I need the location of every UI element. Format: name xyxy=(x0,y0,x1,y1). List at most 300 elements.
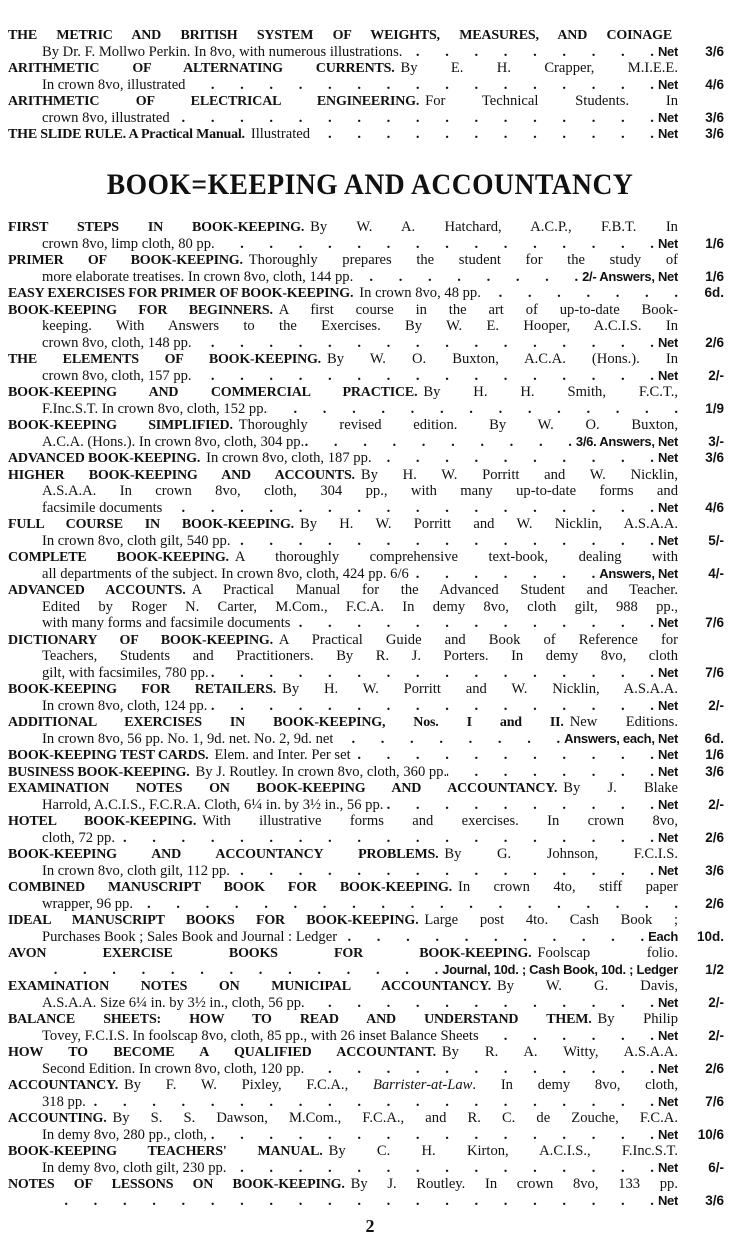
entry-net-label: Net xyxy=(657,615,678,630)
entry-text xyxy=(8,813,678,830)
entry-description: F.Inc.S.T. In crown 8vo, cloth, 152 pp. xyxy=(42,400,268,417)
catalogue-entry xyxy=(8,285,732,302)
catalogue-entry xyxy=(8,467,732,517)
leader-dots xyxy=(215,236,654,253)
entry-italic: Barrister-at-Law xyxy=(372,1077,473,1093)
entry-line xyxy=(8,27,732,44)
entry-line xyxy=(8,665,732,682)
entry-text xyxy=(8,417,678,434)
entry-text xyxy=(8,632,678,649)
entry-title: ADDITIONAL EXERCISES IN BOOK-KEEPING, Nos. I and II. xyxy=(8,715,564,730)
entry-text xyxy=(8,747,678,764)
entry-text xyxy=(8,44,678,61)
entry-text xyxy=(8,1061,678,1078)
catalogue-entry xyxy=(8,450,732,467)
entry-price: 5/- xyxy=(708,532,724,548)
entry-price xyxy=(678,483,724,500)
entry-line xyxy=(8,747,732,764)
entry-price: 7/6 xyxy=(705,615,724,630)
entry-text xyxy=(8,1193,678,1210)
leader-dots xyxy=(479,1028,654,1045)
leader-dots xyxy=(267,401,678,418)
entry-description: EXAMINATION NOTES ON BOOK-KEEPING AND ACCOUNTANCY. By J. Blake xyxy=(8,780,678,796)
entry-price: 3/6 xyxy=(705,862,724,878)
entry-text xyxy=(8,995,678,1012)
entry-net-label: Net xyxy=(657,1027,678,1043)
leader-dots xyxy=(192,335,654,352)
entry-description: A.C.A. (Hons.). In crown 8vo, cloth, 304 pp. xyxy=(42,433,305,450)
entry-line xyxy=(8,698,732,715)
entry-title: BOOK-KEEPING AND COMMERCIAL PRACTICE. xyxy=(8,385,418,400)
entry-title: ADVANCED BOOK-KEEPING. xyxy=(8,451,201,466)
catalogue-entry xyxy=(8,582,732,632)
entry-description: Teachers, Students and Practitioners. By R. J. Porters. In demy 8vo, cloth xyxy=(42,648,678,664)
entry-text xyxy=(8,269,678,286)
catalogue-entry xyxy=(8,93,732,126)
catalogue-entry xyxy=(8,813,732,846)
entry-text xyxy=(8,450,678,467)
entry-price: 2/6 xyxy=(705,334,724,350)
entry-price xyxy=(678,1011,724,1028)
top-catalogue-list xyxy=(8,27,732,143)
entry-price xyxy=(678,252,724,269)
entry-price: 10d. xyxy=(696,928,724,944)
entry-price: 4/- xyxy=(708,565,724,581)
entry-line xyxy=(8,978,732,995)
leader-dots xyxy=(372,450,654,467)
entry-net-label: Net xyxy=(657,334,678,350)
catalogue-entry xyxy=(8,632,732,682)
entry-title: THE METRIC AND BRITISH SYSTEM OF WEIGHTS, MEASURES, AND COINAGE xyxy=(8,28,672,43)
entry-description: Tovey, F.C.I.S. In foolscap 8vo, cloth, 85 pp., with 26 inset Balance Sheets xyxy=(42,1027,479,1044)
entry-price: 3/6 xyxy=(705,763,724,779)
entry-title: HOTEL BOOK-KEEPING. xyxy=(8,814,197,829)
entry-title: BOOK-KEEPING TEST CARDS. xyxy=(8,748,209,763)
entry-description: HIGHER BOOK-KEEPING AND ACCOUNTS. By H. W. Porritt and W. Nicklin, xyxy=(8,466,678,483)
entry-text xyxy=(8,533,678,550)
entry-line xyxy=(8,434,732,451)
entry-description: wrapper, 96 pp. xyxy=(42,895,134,912)
catalogue-entry xyxy=(8,1176,732,1209)
entry-title: COMPLETE BOOK-KEEPING. xyxy=(8,550,229,565)
entry-text xyxy=(8,219,678,236)
entry-price xyxy=(678,632,724,649)
entry-line xyxy=(8,1127,732,1144)
entry-price: 1/6 xyxy=(705,235,724,251)
entry-net-label: Net xyxy=(657,76,678,92)
entry-net-label: Net xyxy=(657,43,678,59)
entry-net-label: Net xyxy=(657,862,678,878)
entry-net-label: Net xyxy=(657,235,678,251)
entry-text xyxy=(8,126,678,143)
entry-line xyxy=(8,896,732,913)
entry-net-label: Net xyxy=(657,499,678,515)
entry-text xyxy=(8,1176,678,1193)
catalogue-entry xyxy=(8,549,732,582)
entry-text xyxy=(8,648,678,665)
leader-dots xyxy=(333,731,560,748)
entry-net-label: 3/6. Answers, Net xyxy=(575,433,678,449)
entry-price: 2/- xyxy=(708,1027,724,1043)
entry-title: BUSINESS BOOK-KEEPING. xyxy=(8,764,190,780)
entry-line xyxy=(8,467,732,484)
entry-title: DICTIONARY OF BOOK-KEEPING. xyxy=(8,632,273,648)
entry-line xyxy=(8,335,732,352)
entry-text xyxy=(8,681,678,698)
entry-net-label: Net xyxy=(657,1126,678,1142)
leader-dots xyxy=(226,1160,654,1177)
catalogue-entry xyxy=(8,945,732,978)
entry-text xyxy=(8,912,678,929)
leader-dots xyxy=(230,863,654,880)
entry-title: BOOK-KEEPING TEACHERS' MANUAL. xyxy=(8,1144,323,1159)
entry-price: 3/6 xyxy=(705,43,724,59)
entry-line xyxy=(8,77,732,94)
leader-dots xyxy=(304,1061,654,1078)
entry-line xyxy=(8,483,732,500)
entry-line xyxy=(8,1061,732,1078)
entry-description: BOOK-KEEPING AND ACCOUNTANCY PROBLEMS. By G. Johnson, F.C.I.S. xyxy=(8,846,678,862)
entry-price: 2/- xyxy=(708,367,724,383)
entry-net-label: 2/- Answers, Net xyxy=(582,268,678,284)
catalogue-entry xyxy=(8,27,732,60)
entry-description: THE SLIDE RULE. A Practical Manual. Illustrated xyxy=(8,126,311,142)
entry-description: Purchases Book ; Sales Book and Journal : Ledger xyxy=(42,928,338,945)
entry-text xyxy=(8,351,678,368)
entry-line xyxy=(8,731,732,748)
entry-line xyxy=(8,1077,732,1094)
leader-dots xyxy=(185,77,653,94)
entry-price xyxy=(678,351,724,368)
entry-text xyxy=(8,27,678,44)
leader-dots xyxy=(207,698,654,715)
entry-net-label: Net xyxy=(657,664,678,680)
entry-price xyxy=(678,780,724,797)
leader-dots xyxy=(207,1127,654,1144)
entry-description: ADDITIONAL EXERCISES IN BOOK-KEEPING, Nos. I and II. New Editions. xyxy=(8,714,678,730)
entry-price xyxy=(678,1143,724,1160)
entry-description: crown 8vo, cloth, 148 pp. xyxy=(42,334,192,351)
entry-text xyxy=(8,830,678,847)
catalogue-entry xyxy=(8,60,732,93)
leader-dots xyxy=(409,566,595,583)
entry-price xyxy=(678,813,724,830)
entry-description: keeping. With Answers to the Exercises. By W. E. Hooper, A.C.I.S. In xyxy=(42,318,678,334)
leader-dots xyxy=(115,830,654,847)
entry-description: In crown 8vo, cloth gilt, 540 pp. xyxy=(42,532,231,549)
entry-text xyxy=(8,1044,678,1061)
entry-title: NOTES OF LESSONS ON BOOK-KEEPING. xyxy=(8,1177,345,1192)
entry-price xyxy=(678,384,724,401)
entry-description: THE ELEMENTS OF BOOK-KEEPING. By W. O. Buxton, A.C.A. (Hons.). In xyxy=(8,351,678,367)
entry-line xyxy=(8,962,732,979)
leader-dots xyxy=(481,285,678,302)
entry-line xyxy=(8,1160,732,1177)
entry-description: In crown 8vo, 56 pp. No. 1, 9d. net. No. 2, 9d. net xyxy=(42,730,334,747)
entry-price xyxy=(678,219,724,236)
entry-price xyxy=(678,648,724,665)
entry-text xyxy=(8,615,678,632)
entry-text xyxy=(8,582,678,599)
entry-text xyxy=(8,1127,678,1144)
entry-text xyxy=(8,401,678,418)
entry-text xyxy=(8,252,678,269)
leader-dots xyxy=(133,896,678,913)
entry-line xyxy=(8,60,732,77)
leader-dots xyxy=(304,434,572,451)
entry-price: 3/- xyxy=(708,433,724,449)
entry-description: By Dr. F. Mollwo Perkin. In 8vo, with numerous illustrations. xyxy=(42,43,403,60)
entry-title: EXAMINATION NOTES ON MUNICIPAL ACCOUNTANCY. xyxy=(8,979,492,994)
entry-title: THE SLIDE RULE. A Practical Manual. xyxy=(8,127,245,142)
catalogue-entry xyxy=(8,714,732,747)
entry-description xyxy=(8,27,678,44)
entry-line xyxy=(8,384,732,401)
entry-description: NOTES OF LESSONS ON BOOK-KEEPING. By J. Routley. In crown 8vo, 133 pp. xyxy=(8,1176,678,1192)
entry-net-label: Net xyxy=(657,994,678,1010)
entry-price xyxy=(678,302,724,319)
leader-dots xyxy=(337,929,644,946)
entry-price: 2/6 xyxy=(705,895,724,911)
entry-price: 3/6 xyxy=(705,126,724,141)
entry-title: PRIMER OF BOOK-KEEPING. xyxy=(8,253,243,268)
entry-description: crown 8vo, limp cloth, 80 pp. xyxy=(42,235,215,252)
entry-price: 3/6 xyxy=(705,109,724,125)
entry-price: 1/6 xyxy=(705,268,724,284)
entry-title: EASY EXERCISES FOR PRIMER OF BOOK-KEEPING. xyxy=(8,286,354,301)
entry-description: DICTIONARY OF BOOK-KEEPING. A Practical Guide and Book of Reference for xyxy=(8,631,678,648)
catalogue-entry xyxy=(8,1077,732,1110)
entry-line xyxy=(8,533,732,550)
entry-price: 3/6 xyxy=(705,1192,724,1208)
entry-text xyxy=(8,77,678,94)
entry-text xyxy=(8,863,678,880)
entry-title: ARITHMETIC OF ALTERNATING CURRENTS. xyxy=(8,61,395,76)
entry-price xyxy=(678,978,724,995)
entry-description: FULL COURSE IN BOOK-KEEPING. By H. W. Porritt and W. Nicklin, A.S.A.A. xyxy=(8,516,678,532)
entry-description: IDEAL MANUSCRIPT BOOKS FOR BOOK-KEEPING. Large post 4to. Cash Book ; xyxy=(8,912,678,928)
leader-dots xyxy=(170,110,654,127)
entry-price xyxy=(678,318,724,335)
entry-net-label: Net xyxy=(657,697,678,713)
entry-price: 2/6 xyxy=(705,1060,724,1076)
entry-net-label: Net xyxy=(657,763,678,779)
entry-description: ACCOUNTANCY. By F. W. Pixley, F.C.A., Barrister-at-Law. In demy 8vo, cloth, xyxy=(8,1077,678,1093)
entry-price: 6d. xyxy=(704,730,724,746)
entry-title: ARITHMETIC OF ELECTRICAL ENGINEERING. xyxy=(8,94,420,109)
entry-description: BOOK-KEEPING TEACHERS' MANUAL. By C. H. Kirton, A.C.I.S., F.Inc.S.T. xyxy=(8,1143,678,1159)
entry-price: 7/6 xyxy=(705,1093,724,1109)
entry-net-label: Net xyxy=(657,1093,678,1109)
entry-text xyxy=(8,797,678,814)
entry-description: BOOK-KEEPING AND COMMERCIAL PRACTICE. By H. H. Smith, F.C.T., xyxy=(8,384,678,400)
catalogue-entry xyxy=(8,302,732,352)
catalogue-entry xyxy=(8,384,732,417)
catalogue-entry xyxy=(8,879,732,912)
entry-price xyxy=(678,1176,724,1193)
entry-text xyxy=(8,93,678,110)
entry-description: gilt, with facsimiles, 780 pp. xyxy=(42,664,209,681)
entry-title: IDEAL MANUSCRIPT BOOKS FOR BOOK-KEEPING. xyxy=(8,913,419,928)
entry-line xyxy=(8,351,732,368)
entry-line xyxy=(8,929,732,946)
entry-net-label: Net xyxy=(657,1060,678,1076)
entry-line xyxy=(8,1028,732,1045)
entry-price: 4/6 xyxy=(705,76,724,92)
leader-dots xyxy=(42,962,438,979)
entry-price xyxy=(678,846,724,863)
entry-net-label: Net xyxy=(657,450,678,465)
entry-description: BOOK-KEEPING FOR BEGINNERS. A first course in the art of up-to-date Book- xyxy=(8,301,678,318)
leader-dots xyxy=(230,533,653,550)
catalogue-entry xyxy=(8,780,732,813)
entry-title: HIGHER BOOK-KEEPING AND ACCOUNTS. xyxy=(8,467,355,483)
entry-line xyxy=(8,945,732,962)
entry-line xyxy=(8,1011,732,1028)
entry-net-label: Each xyxy=(648,928,678,944)
entry-text xyxy=(8,434,678,451)
entry-description: more elaborate treatises. In crown 8vo, cloth, 144 pp. xyxy=(42,268,354,285)
entry-title: ACCOUNTANCY. xyxy=(8,1078,118,1093)
entry-text xyxy=(8,780,678,797)
entry-text xyxy=(8,978,678,995)
entry-title: BOOK-KEEPING FOR BEGINNERS. xyxy=(8,302,273,318)
entry-line xyxy=(8,236,732,253)
catalogue-entry xyxy=(8,747,732,764)
entry-description: In demy 8vo, 280 pp., cloth, xyxy=(42,1126,207,1143)
catalogue-entry xyxy=(8,1011,732,1044)
entry-description: HOW TO BECOME A QUALIFIED ACCOUNTANT. By R. A. Witty, A.S.A.A. xyxy=(8,1044,678,1060)
entry-line xyxy=(8,93,732,110)
entry-title: ADVANCED ACCOUNTS. xyxy=(8,583,186,598)
entry-line xyxy=(8,566,732,583)
entry-description: In crown 8vo, cloth gilt, 112 pp. xyxy=(42,862,230,879)
leader-dots xyxy=(383,797,654,814)
entry-text xyxy=(8,698,678,715)
entry-description: BOOK-KEEPING SIMPLIFIED. Thoroughly revised edition. By W. O. Buxton, xyxy=(8,417,678,433)
entry-description: Second Edition. In crown 8vo, cloth, 120 pp. xyxy=(42,1060,305,1077)
entry-price: 1/9 xyxy=(705,400,724,416)
entry-price xyxy=(678,1044,724,1061)
entry-net-label: Net xyxy=(657,1192,678,1208)
leader-dots xyxy=(42,1193,654,1210)
leader-dots xyxy=(351,747,654,764)
entry-text xyxy=(8,1011,678,1028)
entry-price: 2/- xyxy=(708,796,724,812)
leader-dots xyxy=(192,368,654,385)
entry-line xyxy=(8,813,732,830)
entry-price xyxy=(678,417,724,434)
entry-text xyxy=(8,60,678,77)
entry-price: 2/- xyxy=(708,994,724,1010)
entry-description: In demy 8vo, cloth gilt, 230 pp. xyxy=(42,1159,227,1176)
entry-net-label: Net xyxy=(657,796,678,812)
leader-dots xyxy=(310,126,654,143)
entry-price xyxy=(678,945,724,962)
entry-price xyxy=(678,599,724,616)
entry-price xyxy=(678,549,724,566)
entry-price: 2/6 xyxy=(705,829,724,845)
entry-line xyxy=(8,1094,732,1111)
catalogue-entry xyxy=(8,1044,732,1077)
entry-description: facsimile documents xyxy=(42,499,163,516)
entry-text xyxy=(8,764,678,781)
entry-price: 3/6 xyxy=(705,450,724,465)
entry-line xyxy=(8,500,732,517)
entry-net-label: Net xyxy=(657,126,678,141)
leader-dots xyxy=(209,665,654,682)
entry-price: 2/- xyxy=(708,697,724,713)
entry-line xyxy=(8,368,732,385)
entry-price: 4/6 xyxy=(705,499,724,515)
entry-text xyxy=(8,1110,678,1127)
entry-line xyxy=(8,219,732,236)
entry-description: HOTEL BOOK-KEEPING. With illustrative forms and exercises. In crown 8vo, xyxy=(8,813,678,829)
entry-price xyxy=(678,1077,724,1094)
entry-title: ACCOUNTING. xyxy=(8,1111,107,1126)
entry-description: all departments of the subject. In crown 8vo, cloth, 424 pp. 6/6 xyxy=(42,565,409,582)
entry-price: 6d. xyxy=(704,285,724,300)
entry-text xyxy=(8,1077,678,1094)
entry-net-label: Net xyxy=(657,367,678,383)
entry-description: crown 8vo, cloth, 157 pp. xyxy=(42,367,192,384)
entry-line xyxy=(8,549,732,566)
entry-net-label: Answers, each, Net xyxy=(564,730,678,746)
entry-line xyxy=(8,615,732,632)
entry-description: Edited by Roger N. Carter, M.Com., F.C.A. In demy 8vo, cloth gilt, 988 pp., xyxy=(42,598,678,615)
catalogue-entry xyxy=(8,219,732,252)
entry-line xyxy=(8,797,732,814)
catalogue-entry xyxy=(8,126,732,143)
entry-net-label: Net xyxy=(657,747,678,762)
entry-title: FIRST STEPS IN BOOK-KEEPING. xyxy=(8,220,305,235)
leader-dots xyxy=(447,764,654,781)
entry-description: ACCOUNTING. By S. S. Dawson, M.Com., F.C.A., and R. C. de Zouche, F.C.A. xyxy=(8,1110,678,1126)
entry-text xyxy=(8,714,678,731)
catalogue-entry xyxy=(8,351,732,384)
leader-dots xyxy=(162,500,654,517)
entry-text xyxy=(8,945,678,962)
leader-dots xyxy=(290,615,653,632)
leader-dots xyxy=(402,44,654,61)
entry-description: EASY EXERCISES FOR PRIMER OF BOOK-KEEPING. In crown 8vo, 48 pp. xyxy=(8,285,481,301)
entry-line xyxy=(8,516,732,533)
entry-text xyxy=(8,368,678,385)
entry-text xyxy=(8,665,678,682)
entry-text xyxy=(8,236,678,253)
entry-text xyxy=(8,483,678,500)
entry-title: BALANCE SHEETS: HOW TO READ AND UNDERSTAND THEM. xyxy=(8,1012,592,1027)
section-heading: BOOK=KEEPING AND ACCOUNTANCY xyxy=(106,168,634,201)
catalogue-entry xyxy=(8,912,732,945)
entry-description: A.S.A.A. Size 6¼ in. by 3½ in., cloth, 56 pp. xyxy=(42,994,305,1011)
entry-line xyxy=(8,846,732,863)
entry-line xyxy=(8,648,732,665)
entry-description: BOOK-KEEPING TEST CARDS. Elem. and Inter. Per set xyxy=(8,747,351,763)
entry-description: cloth, 72 pp. xyxy=(42,829,115,846)
entry-line xyxy=(8,632,732,649)
entry-net-label: Net xyxy=(657,1159,678,1175)
entry-text xyxy=(8,1028,678,1045)
entry-description: EXAMINATION NOTES ON MUNICIPAL ACCOUNTANCY. By W. G. Davis, xyxy=(8,978,678,994)
catalogue-entry xyxy=(8,681,732,714)
entry-description: crown 8vo, illustrated xyxy=(42,109,170,126)
entry-text xyxy=(8,110,678,127)
entry-description: AVON EXERCISE BOOKS FOR BOOK-KEEPING. Foolscap folio. xyxy=(8,945,678,961)
catalogue-entry xyxy=(8,516,732,549)
entry-net-label: Answers, Net xyxy=(599,565,678,581)
entry-price xyxy=(678,879,724,896)
